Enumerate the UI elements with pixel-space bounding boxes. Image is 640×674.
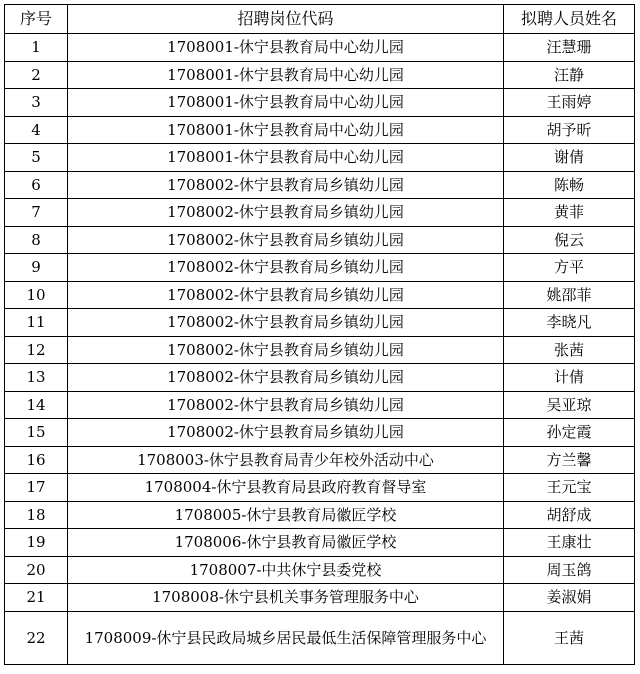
table-row bbox=[5, 336, 635, 364]
cell-position-code: 1708002-休宁县教育局乡镇幼儿园 bbox=[68, 336, 504, 364]
cell-seq: 11 bbox=[5, 309, 68, 337]
table-row bbox=[5, 419, 635, 447]
cell-candidate-name: 胡舒成 bbox=[504, 501, 635, 529]
cell-seq: 3 bbox=[5, 89, 68, 117]
cell-seq: 9 bbox=[5, 254, 68, 282]
cell-seq: 21 bbox=[5, 584, 68, 612]
cell-candidate-name: 姚邵菲 bbox=[504, 281, 635, 309]
cell-position-code: 1708005-休宁县教育局徽匠学校 bbox=[68, 501, 504, 529]
cell-candidate-name: 方平 bbox=[504, 254, 635, 282]
cell-position-code: 1708002-休宁县教育局乡镇幼儿园 bbox=[68, 391, 504, 419]
cell-seq: 19 bbox=[5, 529, 68, 557]
cell-candidate-name: 姜淑娟 bbox=[504, 584, 635, 612]
cell-position-code: 1708002-休宁县教育局乡镇幼儿园 bbox=[68, 171, 504, 199]
table-row bbox=[5, 611, 635, 664]
cell-position-code: 1708004-休宁县教育局县政府教育督导室 bbox=[68, 474, 504, 502]
table-row bbox=[5, 529, 635, 557]
table-row bbox=[5, 89, 635, 117]
cell-seq: 8 bbox=[5, 226, 68, 254]
cell-position-code: 1708001-休宁县教育局中心幼儿园 bbox=[68, 89, 504, 117]
cell-candidate-name: 胡予昕 bbox=[504, 116, 635, 144]
cell-candidate-name: 王元宝 bbox=[504, 474, 635, 502]
cell-candidate-name: 王茜 bbox=[504, 611, 635, 664]
cell-candidate-name: 王雨婷 bbox=[504, 89, 635, 117]
table-row bbox=[5, 61, 635, 89]
cell-seq: 22 bbox=[5, 611, 68, 664]
recruitment-table bbox=[4, 4, 635, 665]
cell-position-code: 1708002-休宁县教育局乡镇幼儿园 bbox=[68, 364, 504, 392]
cell-position-code: 1708003-休宁县教育局青少年校外活动中心 bbox=[68, 446, 504, 474]
cell-position-code: 1708002-休宁县教育局乡镇幼儿园 bbox=[68, 309, 504, 337]
table-row bbox=[5, 446, 635, 474]
cell-position-code: 1708007-中共休宁县委党校 bbox=[68, 556, 504, 584]
cell-candidate-name: 吴亚琼 bbox=[504, 391, 635, 419]
cell-seq: 2 bbox=[5, 61, 68, 89]
table-row bbox=[5, 171, 635, 199]
table-row bbox=[5, 556, 635, 584]
cell-position-code: 1708001-休宁县教育局中心幼儿园 bbox=[68, 144, 504, 172]
cell-position-code: 1708002-休宁县教育局乡镇幼儿园 bbox=[68, 281, 504, 309]
table-row bbox=[5, 364, 635, 392]
table-row bbox=[5, 254, 635, 282]
cell-candidate-name: 谢倩 bbox=[504, 144, 635, 172]
table-row bbox=[5, 199, 635, 227]
table-row bbox=[5, 144, 635, 172]
cell-seq: 12 bbox=[5, 336, 68, 364]
cell-seq: 18 bbox=[5, 501, 68, 529]
table-row bbox=[5, 226, 635, 254]
cell-candidate-name: 孙定霞 bbox=[504, 419, 635, 447]
cell-candidate-name: 王康壮 bbox=[504, 529, 635, 557]
cell-position-code: 1708002-休宁县教育局乡镇幼儿园 bbox=[68, 419, 504, 447]
table-row bbox=[5, 391, 635, 419]
cell-position-code: 1708009-休宁县民政局城乡居民最低生活保障管理服务中心 bbox=[68, 611, 504, 664]
cell-seq: 17 bbox=[5, 474, 68, 502]
cell-seq: 5 bbox=[5, 144, 68, 172]
cell-seq: 13 bbox=[5, 364, 68, 392]
cell-position-code: 1708001-休宁县教育局中心幼儿园 bbox=[68, 116, 504, 144]
cell-candidate-name: 张茜 bbox=[504, 336, 635, 364]
table-row bbox=[5, 34, 635, 62]
cell-seq: 16 bbox=[5, 446, 68, 474]
header-candidate-name: 拟聘人员姓名 bbox=[504, 5, 635, 34]
cell-seq: 15 bbox=[5, 419, 68, 447]
table-row bbox=[5, 281, 635, 309]
cell-position-code: 1708001-休宁县教育局中心幼儿园 bbox=[68, 61, 504, 89]
cell-candidate-name: 李晓凡 bbox=[504, 309, 635, 337]
table-row bbox=[5, 584, 635, 612]
cell-candidate-name: 汪慧珊 bbox=[504, 34, 635, 62]
cell-candidate-name: 汪静 bbox=[504, 61, 635, 89]
cell-seq: 6 bbox=[5, 171, 68, 199]
cell-candidate-name: 方兰馨 bbox=[504, 446, 635, 474]
cell-position-code: 1708008-休宁县机关事务管理服务中心 bbox=[68, 584, 504, 612]
cell-seq: 7 bbox=[5, 199, 68, 227]
header-row bbox=[5, 5, 635, 34]
cell-position-code: 1708002-休宁县教育局乡镇幼儿园 bbox=[68, 199, 504, 227]
cell-position-code: 1708002-休宁县教育局乡镇幼儿园 bbox=[68, 226, 504, 254]
cell-seq: 20 bbox=[5, 556, 68, 584]
header-seq: 序号 bbox=[5, 5, 68, 34]
table-row bbox=[5, 116, 635, 144]
cell-seq: 4 bbox=[5, 116, 68, 144]
cell-seq: 1 bbox=[5, 34, 68, 62]
cell-candidate-name: 陈畅 bbox=[504, 171, 635, 199]
table-row bbox=[5, 501, 635, 529]
cell-candidate-name: 倪云 bbox=[504, 226, 635, 254]
cell-seq: 10 bbox=[5, 281, 68, 309]
table-row bbox=[5, 474, 635, 502]
cell-candidate-name: 周玉鸽 bbox=[504, 556, 635, 584]
cell-seq: 14 bbox=[5, 391, 68, 419]
cell-position-code: 1708006-休宁县教育局徽匠学校 bbox=[68, 529, 504, 557]
cell-position-code: 1708001-休宁县教育局中心幼儿园 bbox=[68, 34, 504, 62]
table-row bbox=[5, 309, 635, 337]
cell-position-code: 1708002-休宁县教育局乡镇幼儿园 bbox=[68, 254, 504, 282]
cell-candidate-name: 计倩 bbox=[504, 364, 635, 392]
header-position-code: 招聘岗位代码 bbox=[68, 5, 504, 34]
cell-candidate-name: 黄菲 bbox=[504, 199, 635, 227]
